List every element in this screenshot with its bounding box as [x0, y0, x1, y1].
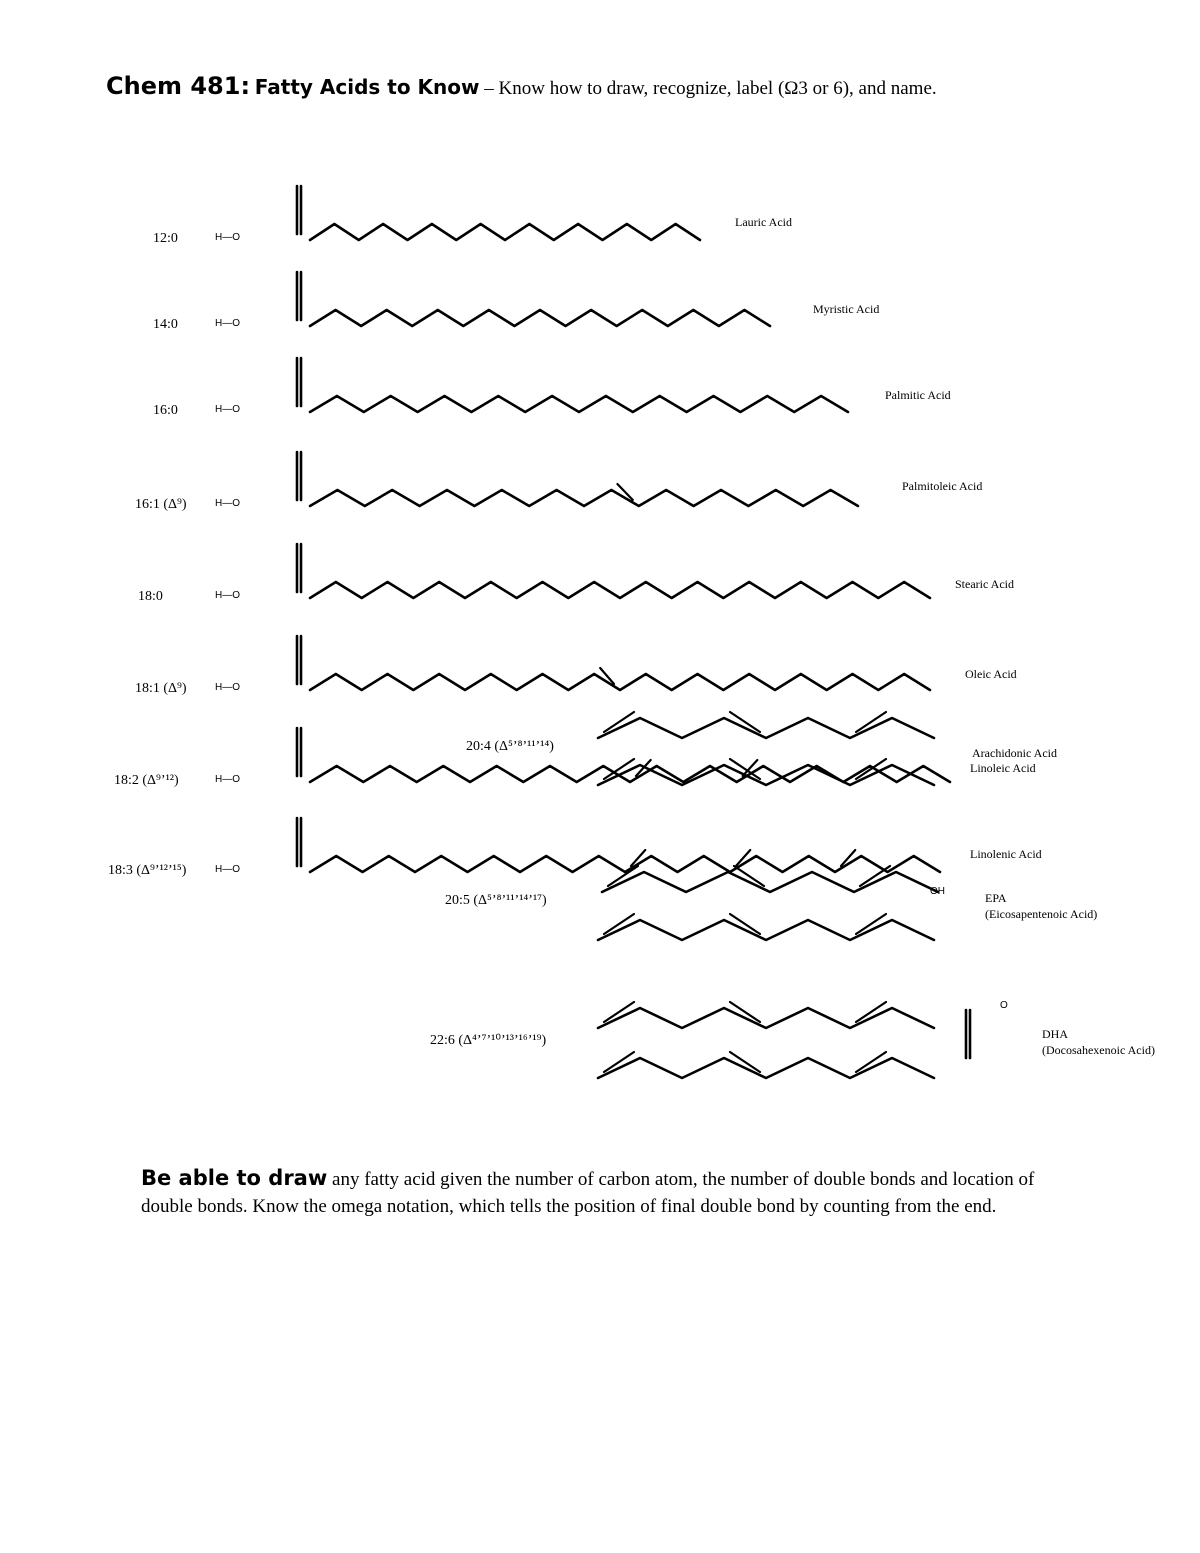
acid-notation-10: 22:6 (Δ⁴ʼ⁷ʼ¹⁰ʼ¹³ʼ¹⁶ʼ¹⁹): [430, 1033, 547, 1048]
acid-notation-5: 18:1 (Δ⁹): [135, 681, 187, 696]
instructions-text: – Know how to draw, recognize, label (Ω3 or 6), and name.: [479, 78, 937, 99]
carbonyl-5: [297, 636, 301, 684]
carbon-chain-7: [310, 850, 940, 872]
carbonyl-6: [297, 728, 301, 776]
acid-fullname-9: (Eicosapentenoic Acid): [985, 907, 1098, 921]
acid-name-8: Arachidonic Acid: [972, 746, 1057, 760]
acid-notation-2: 16:0: [153, 403, 178, 418]
study-note: [141, 1165, 1061, 1220]
acid-notation-4: 18:0: [138, 589, 163, 604]
acid-notation-3: 16:1 (Δ⁹): [135, 497, 187, 512]
acid-notation-1: 14:0: [153, 317, 178, 332]
acid-name-2: Palmitic Acid: [885, 388, 951, 402]
acid-name-7: Linolenic Acid: [970, 847, 1042, 861]
acid-fullname-10: (Docosahexenoic Acid): [1042, 1043, 1155, 1057]
acid-name-6: Linoleic Acid: [970, 761, 1036, 775]
hydroxyl-label-6: H—O: [215, 774, 240, 785]
hydroxyl-label-1: H—O: [215, 318, 240, 329]
carbonyl-2: [297, 358, 301, 406]
acid-notation-9: 20:5 (Δ⁵ʼ⁸ʼ¹¹ʼ¹⁴ʼ¹⁷): [445, 893, 547, 908]
carbon-chain-9-top: [602, 866, 938, 892]
acid-name-1: Myristic Acid: [813, 302, 880, 316]
carbon-chain-10-bottom: [598, 1052, 934, 1078]
carbon-chain-2: [310, 396, 848, 412]
carbonyl-7: [297, 818, 301, 866]
hydroxyl-label-4: H—O: [215, 590, 240, 601]
acid-notation-8: 20:4 (Δ⁵ʼ⁸ʼ¹¹ʼ¹⁴): [466, 739, 554, 754]
acid-notation-0: 12:0: [153, 231, 178, 246]
acid-notation-6: 18:2 (Δ⁹ʼ¹²): [114, 773, 179, 788]
acid-name-0: Lauric Acid: [735, 215, 792, 229]
carbonyl-4: [297, 544, 301, 592]
carbon-chain-9-bottom: [598, 914, 934, 940]
carbon-chain-1: [310, 310, 770, 326]
page-title: [106, 72, 1096, 103]
carbonyl-3: [297, 452, 301, 500]
course-title: Chem 481:: [106, 72, 251, 100]
fatty-acid-structures: [0, 160, 1200, 1110]
acid-name-10: DHA: [1042, 1027, 1068, 1041]
carbonyl-10: [966, 1010, 970, 1058]
hydroxyl-label-3: H—O: [215, 498, 240, 509]
o-label-10: O: [1000, 1000, 1008, 1011]
acid-name-5: Oleic Acid: [965, 667, 1017, 681]
hydroxyl-label-5: H—O: [215, 682, 240, 693]
carbon-chain-10-top: [598, 1002, 934, 1028]
carbon-chain-3: [310, 484, 858, 506]
study-note-lead: Be able to draw: [141, 1166, 328, 1190]
carbon-chain-4: [310, 582, 930, 598]
oh-label-9: OH: [930, 886, 945, 897]
carbon-chain-5: [310, 668, 930, 690]
topic-title: Fatty Acids to Know: [254, 75, 480, 99]
acid-name-3: Palmitoleic Acid: [902, 479, 983, 493]
acid-name-9: EPA: [985, 891, 1007, 905]
hydroxyl-label-2: H—O: [215, 404, 240, 415]
hydroxyl-label-7: H—O: [215, 864, 240, 875]
carbon-chain-0: [310, 224, 700, 240]
carbonyl-1: [297, 272, 301, 320]
carbonyl-0: [297, 186, 301, 234]
carbon-chain-8-top: [598, 712, 934, 738]
study-note-text: any fatty acid given the number of carbon atom, the number of double bonds and location of double bonds. Know the omega notation, which tells the position of final double bond by counting from the end.: [141, 1169, 1035, 1217]
acid-name-4: Stearic Acid: [955, 577, 1014, 591]
hydroxyl-label-0: H—O: [215, 232, 240, 243]
acid-notation-7: 18:3 (Δ⁹ʼ¹²ʼ¹⁵): [108, 863, 187, 878]
